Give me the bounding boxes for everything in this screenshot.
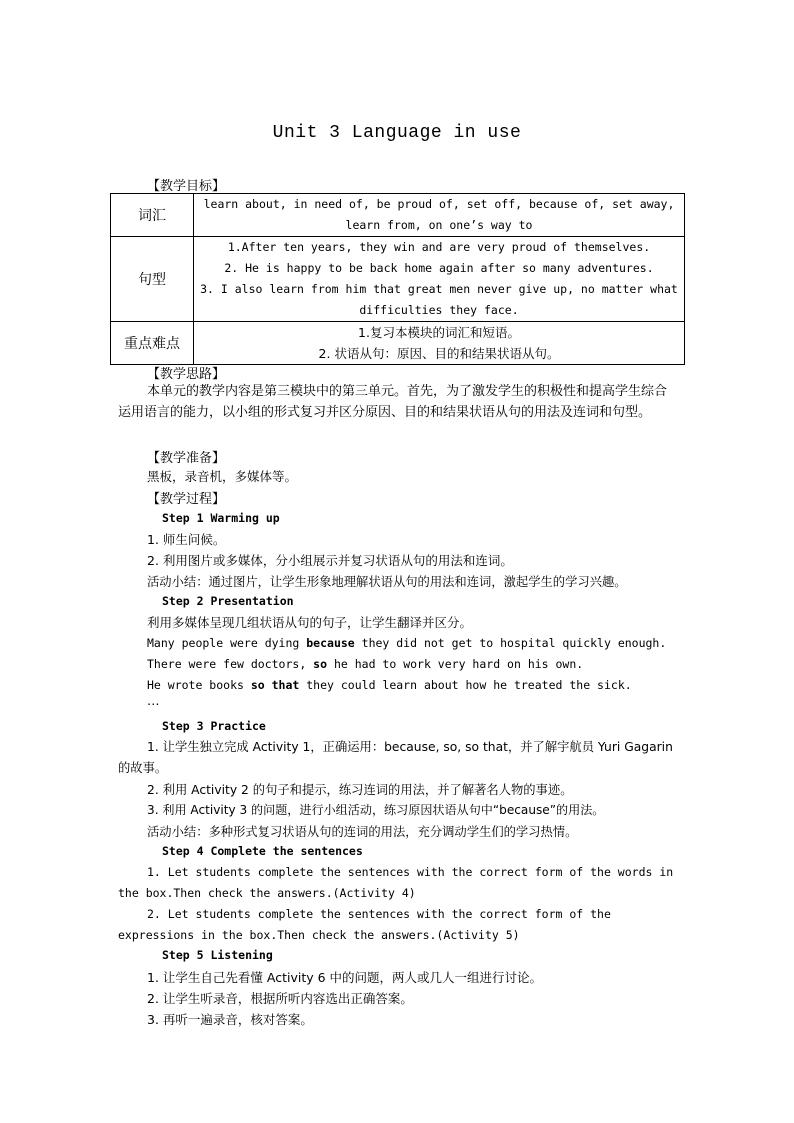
step5-item-1: 1. 让学生自己先看懂 Activity 6 中的问题，两人或几人一组进行讨论。 xyxy=(147,970,543,985)
vocab-label: 词汇 xyxy=(111,194,194,237)
step4-item-1: 1. Let students complete the sentences with the correct form of the words in the box.Then check the answers.(Activity 4) xyxy=(118,865,674,900)
approach-heading: 【教学思路】 xyxy=(147,367,226,382)
prep-heading: 【教学准备】 xyxy=(147,451,226,466)
sentence-1: 1.After ten years, they win and are very proud of themselves. xyxy=(227,240,651,254)
step4-item-2: 2. Let students complete the sentences with the correct form of the expressions in the box.Then check the answers.(Activity 5) xyxy=(118,907,611,942)
goals-table xyxy=(110,193,685,365)
step3-title: Step 3 Practice xyxy=(162,719,266,733)
sentence-2: 2. He is happy to be back home again after so many adventures. xyxy=(224,261,654,275)
sentences-content xyxy=(194,237,685,322)
key-point-2: 2. 状语从句：原因、目的和结果状语从句。 xyxy=(318,346,560,361)
step5-title: Step 5 Listening xyxy=(162,948,273,962)
conjunction-so-that: so that xyxy=(250,678,300,692)
sentences-row xyxy=(111,237,685,322)
step3-summary: 活动小结：多种形式复习状语从句的连词的用法，充分调动学生们的学习热情。 xyxy=(147,825,578,839)
step1-title: Step 1 Warming up xyxy=(162,511,280,525)
step5-item-3: 3. 再听一遍录音，核对答案。 xyxy=(147,1012,313,1027)
step3-item-1: 1. 让学生独立完成 Activity 1，正确运用：because, so, so that，并了解宇航员 Yuri Gagarin 的故事。 xyxy=(118,740,673,775)
step1-item-2: 2. 利用图片或多媒体，分小组展示并复习状语从句的用法和连词。 xyxy=(147,553,513,568)
example-sentence-1: Many people were dying because they did not get to hospital quickly enough. xyxy=(147,636,667,650)
step1-summary: 活动小结：通过图片，让学生形象地理解状语从句的用法和连词，激起学生的学习兴趣。 xyxy=(147,575,627,589)
process-heading: 【教学过程】 xyxy=(147,492,226,507)
key-points-row xyxy=(111,322,685,365)
step4-title: Step 4 Complete the sentences xyxy=(162,844,363,858)
step2-title: Step 2 Presentation xyxy=(162,594,294,608)
conjunction-so: so xyxy=(313,657,328,671)
vocab-row xyxy=(111,194,685,237)
example-sentence-2: There were few doctors, so he had to work very hard on his own. xyxy=(147,657,584,671)
step3-item-3: 3. 利用 Activity 3 的问题，进行小组活动，练习原因状语从句中“because”的用法。 xyxy=(147,803,605,817)
step5-item-2: 2. 让学生听录音，根据所听内容选出正确答案。 xyxy=(147,991,413,1006)
sentence-3: 3. I also learn from him that great men never give up, no matter what difficulties they face. xyxy=(200,282,678,317)
key-points-content xyxy=(194,322,685,365)
page-title: Unit 3 Language in use xyxy=(272,123,522,143)
key-point-1: 1.复习本模块的词汇和短语。 xyxy=(358,325,520,340)
sentences-label: 句型 xyxy=(111,237,194,322)
approach-text: 本单元的教学内容是第三模块中的第三单元。首先，为了激发学生的积极性和提高学生综合运用语言的能力，以小组的形式复习并区分原因、目的和结果状语从句的用法及连词和句型。 xyxy=(118,384,668,420)
example-sentence-3: He wrote books so that they could learn about how he treated the sick. xyxy=(147,678,632,692)
ellipsis: … xyxy=(147,693,160,708)
vocab-content: learn about, in need of, be proud of, set off, because of, set away, learn from, on one’s way to xyxy=(194,194,685,237)
key-points-label: 重点难点 xyxy=(111,322,194,365)
goals-heading: 【教学目标】 xyxy=(147,179,226,194)
step3-item-2: 2. 利用 Activity 2 的句子和提示，练习连词的用法，并了解著名人物的事迹。 xyxy=(147,783,573,797)
step1-item-1: 1. 师生问候。 xyxy=(147,532,226,547)
step2-intro: 利用多媒体呈现几组状语从句的句子，让学生翻译并区分。 xyxy=(147,615,473,630)
prep-text: 黑板，录音机，多媒体等。 xyxy=(147,469,298,484)
conjunction-because: because xyxy=(306,636,355,650)
